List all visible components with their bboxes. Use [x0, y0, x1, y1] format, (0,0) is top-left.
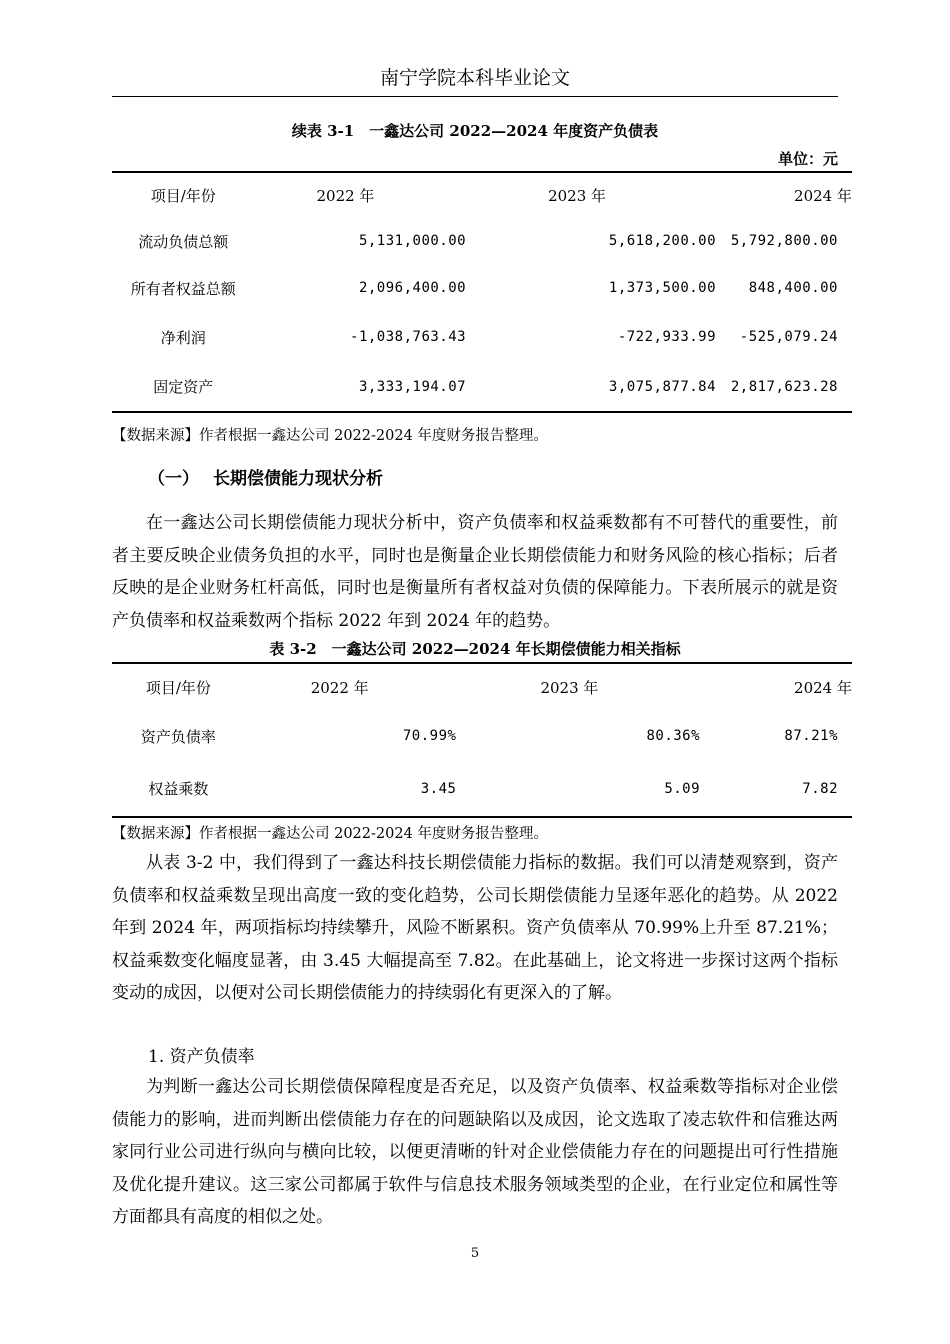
- solvency-indicators-table: [112, 662, 852, 818]
- table1-caption: 续表 3-1 一鑫达公司 2022—2024 年度资产负债表: [291, 122, 659, 140]
- table1-unit: 单位：元: [777, 150, 838, 168]
- paragraph-3: 为判断一鑫达公司长期偿债保障程度是否充足，以及资产负债率、权益乘数等指标对企业偿债能力的影响，进而判断出偿债能力存在的问题缺陷以及成因，论文选取了凌志软件和信雅达两家同行业公司进行纵向与横向比较，以便更清晰的针对企业偿债能力存在的问题提出可行性措施及优化提升建议。这三家公司都属于软件与信息技术服务领域类型的企业，在行业定位和属性等方面都具有高度的相似之处。: [112, 1077, 838, 1227]
- table-row: [112, 761, 852, 817]
- balance-sheet-table: [112, 171, 852, 413]
- section-number: （一）: [148, 469, 199, 489]
- row-label: 固定资产: [153, 378, 214, 396]
- value-2024: 848,400.00: [748, 280, 838, 296]
- table1-source: 【数据来源】作者根据一鑫达公司 2022-2024 年度财务报告整理。: [112, 428, 548, 444]
- value-2022: -1,038,763.43: [350, 329, 467, 345]
- value-2023: 5.09: [664, 780, 701, 797]
- header-2024: 2024 年: [794, 679, 852, 697]
- subsection-heading: 1. 资产负债率: [148, 1047, 255, 1067]
- section-title: 长期偿债能力现状分析: [213, 469, 383, 489]
- value-2023: -722,933.99: [617, 329, 717, 345]
- section-heading: [148, 464, 397, 489]
- table-header-row: [112, 663, 852, 711]
- table-row: [112, 312, 852, 362]
- header-item: 项目/年份: [145, 679, 211, 697]
- table2-caption: 表 3-2 一鑫达公司 2022—2024 年长期偿债能力相关指标: [269, 640, 681, 658]
- row-label: 资产负债率: [140, 727, 216, 746]
- value-2022: 2,096,400.00: [358, 280, 467, 296]
- table-row: [112, 218, 852, 264]
- value-2022: 3.45: [420, 780, 457, 797]
- value-2023: 1,373,500.00: [608, 280, 717, 296]
- table-row: [112, 264, 852, 312]
- header-2023: 2023 年: [540, 679, 599, 697]
- table-row: [112, 711, 852, 761]
- row-label: 权益乘数: [148, 780, 209, 798]
- paragraph-2: 从表 3-2 中，我们得到了一鑫达科技长期偿债能力指标的数据。我们可以清楚观察到，资产负债率和权益乘数呈现出高度一致的变化趋势，公司长期偿债能力呈逐年恶化的趋势。从 2022 年到 2024 年，两项指标均持续攀升，风险不断累积。资产负债率从 70.99%上升至 87.21%；权益乘数变化幅度显著，由 3.45 大幅提高至 7.82。在此基础上，论文将进一步探讨这两个指标变动的成因，以便对公司长期偿债能力的持续弱化有更深入的了解。: [112, 853, 838, 1003]
- header-2023: 2023 年: [548, 187, 607, 205]
- header-2022: 2022 年: [310, 679, 369, 697]
- row-label: 所有者权益总额: [130, 279, 236, 298]
- value-2024: 5,792,800.00: [730, 233, 838, 249]
- value-2022: 3,333,194.07: [358, 378, 467, 395]
- row-label: 流动负债总额: [138, 232, 229, 251]
- value-2024: 2,817,623.28: [730, 378, 838, 395]
- value-2023: 80.36%: [646, 728, 701, 744]
- paragraph-1: 在一鑫达公司长期偿债能力现状分析中，资产负债率和权益乘数都有不可替代的重要性，前者主要反映企业债务负担的水平，同时也是衡量企业长期偿债能力和财务风险的核心指标；后者反映的是企业财务杠杆高低，同时也是衡量所有者权益对负债的保障能力。下表所展示的就是资产负债率和权益乘数两个指标 2022 年到 2024 年的趋势。: [112, 513, 838, 631]
- page-header: 南宁学院本科毕业论文: [112, 60, 838, 97]
- page-number: 5: [470, 1246, 480, 1261]
- value-2022: 5,131,000.00: [358, 233, 467, 249]
- value-2022: 70.99%: [402, 728, 457, 744]
- value-2023: 5,618,200.00: [608, 233, 717, 249]
- header-2022: 2022 年: [316, 187, 375, 205]
- row-label: 净利润: [160, 328, 206, 347]
- value-2023: 3,075,877.84: [608, 378, 717, 395]
- header-item: 项目/年份: [150, 187, 216, 205]
- table-header-row: [112, 172, 852, 218]
- table-row: [112, 362, 852, 412]
- value-2024: 87.21%: [784, 728, 838, 744]
- value-2024: 7.82: [802, 780, 838, 797]
- value-2024: -525,079.24: [739, 329, 838, 345]
- table2-source: 【数据来源】作者根据一鑫达公司 2022-2024 年度财务报告整理。: [112, 826, 548, 842]
- header-2024: 2024 年: [794, 187, 852, 205]
